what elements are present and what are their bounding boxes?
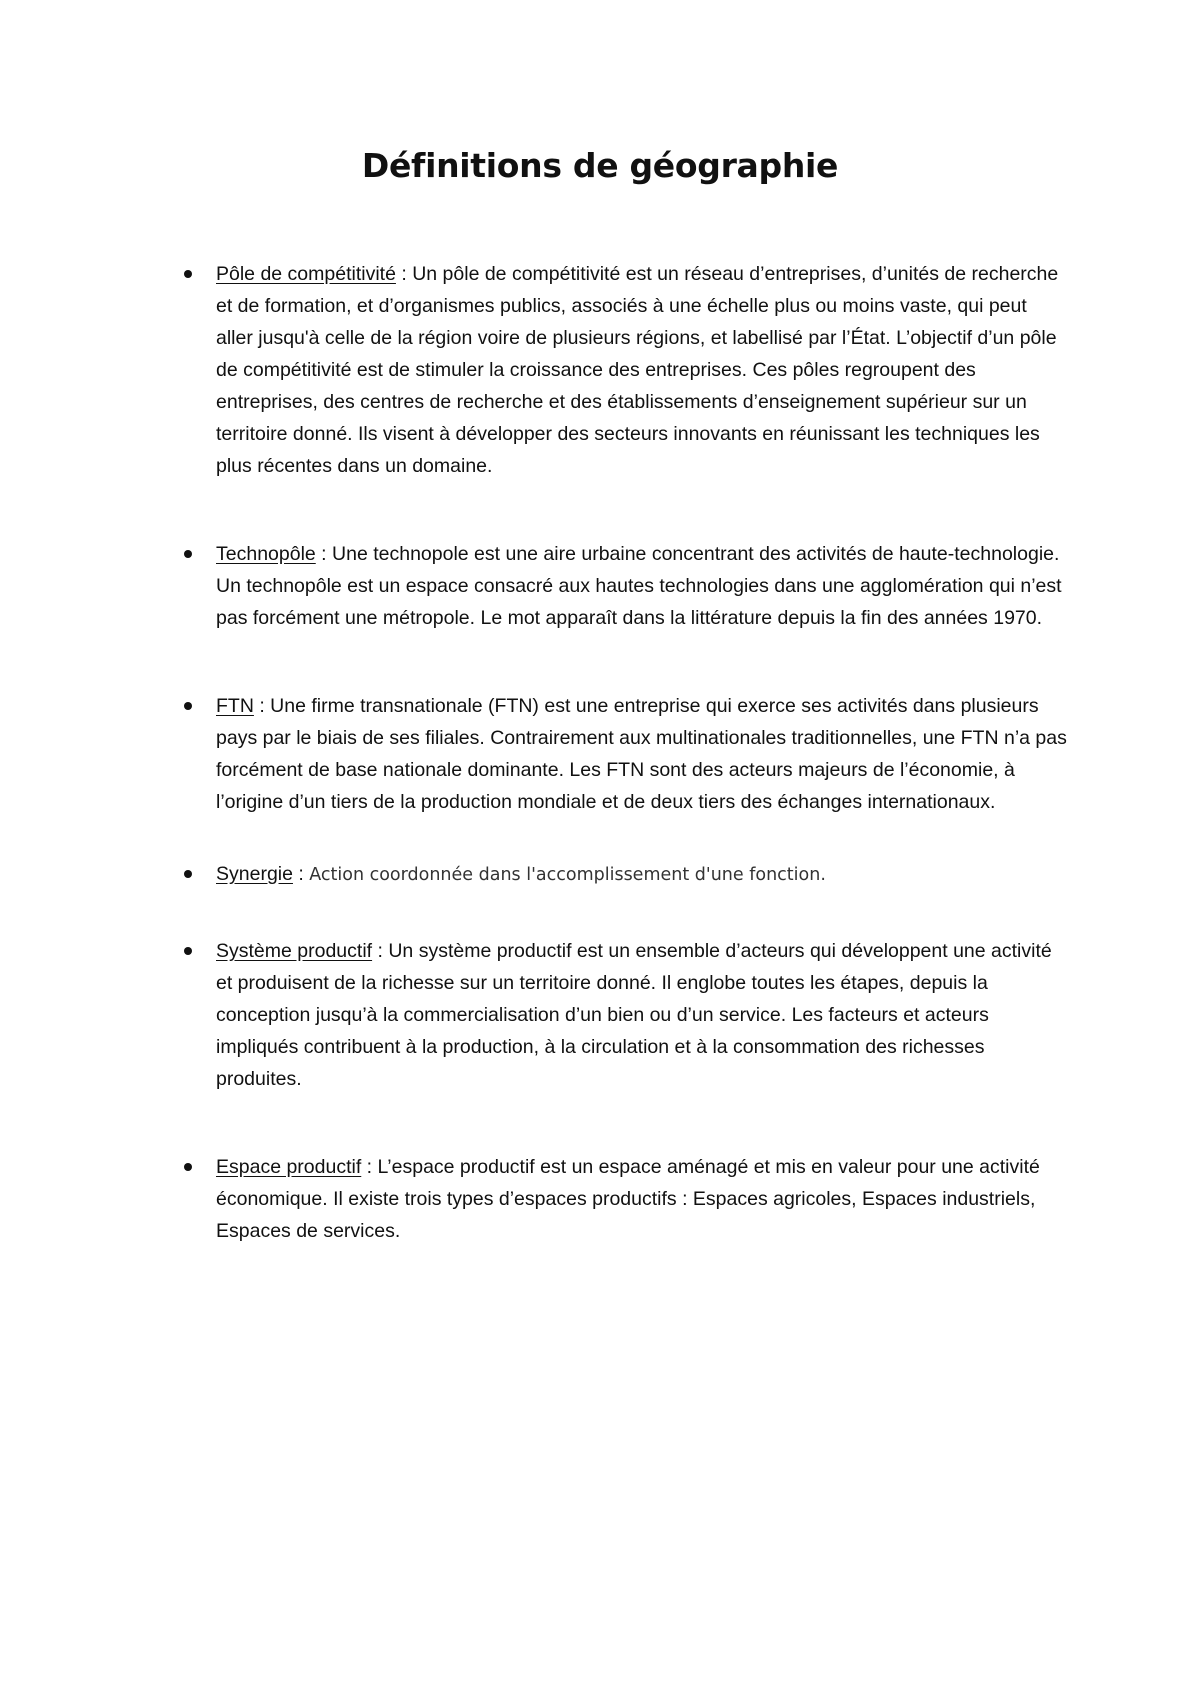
bullet-icon bbox=[184, 1163, 192, 1171]
definition-item-espace-productif bbox=[216, 1151, 1068, 1247]
definition-term: Système productif bbox=[216, 940, 373, 962]
definition-text: Action coordonnée dans l'accomplissement d'une fonction. bbox=[309, 865, 826, 885]
definition-separator: : bbox=[253, 695, 271, 717]
definition-text: Une technopole est une aire urbaine concentrant des activités de haute-technologie. Un technopôle est un espace consacré aux hautes technologies dans une agglomération qui n’est pas forcément une métropole. Le mot apparaît dans la littérature depuis la fin des années 1970. bbox=[216, 543, 1062, 629]
definition-separator: : bbox=[395, 263, 413, 285]
definition-text: L’espace productif est un espace aménagé et mis en valeur pour une activité économique. Il existe trois types d’espaces productifs : Espaces agricoles, Espaces industriels, Espaces de services. bbox=[216, 1156, 1040, 1242]
definition-item-systeme-productif bbox=[216, 935, 1068, 1095]
definition-separator: : bbox=[372, 940, 389, 962]
definition-term: Synergie bbox=[216, 863, 293, 885]
definition-term: Technopôle bbox=[216, 543, 316, 565]
definition-item-pole-de-competitivite bbox=[216, 258, 1068, 482]
definition-separator: : bbox=[361, 1156, 378, 1178]
definition-item-synergie bbox=[216, 858, 1068, 891]
definition-term: FTN bbox=[216, 695, 254, 717]
bullet-icon bbox=[184, 550, 192, 558]
definition-text: Un système productif est un ensemble d’acteurs qui développent une activité et produisent de la richesse sur un territoire donné. Il englobe toutes les étapes, depuis la conception jusqu’à la commercialisation d’un bien ou d’un service. Les facteurs et acteurs impliqués contribuent à la production, à la circulation et à la consommation des richesses produites. bbox=[216, 940, 1052, 1090]
definitions-list bbox=[216, 258, 1068, 1247]
definition-text: Une firme transnationale (FTN) est une entreprise qui exerce ses activités dans plusieurs pays par le biais de ses filiales. Contrairement aux multinationales traditionnelles, une FTN n’a pas forcément de base nationale dominante. Les FTN sont des acteurs majeurs de l’économie, à l’origine d’un tiers de la production mondiale et de deux tiers des échanges internationaux. bbox=[216, 695, 1067, 813]
definition-term: Espace productif bbox=[216, 1156, 362, 1178]
definition-item-ftn bbox=[216, 690, 1068, 818]
definition-separator: : bbox=[292, 863, 310, 885]
bullet-icon bbox=[184, 947, 192, 955]
definition-text: Un pôle de compétitivité est un réseau d’entreprises, d’unités de recherche et de formation, et d’organismes publics, associés à une échelle plus ou moins vaste, qui peut aller jusqu'à celle de la région voire de plusieurs régions, et labellisé par l’État. L’objectif d’un pôle de compétitivité est de stimuler la croissance des entreprises. Ces pôles regroupent des entreprises, des centres de recherche et des établissements d’enseignement supérieur sur un territoire donné. Ils visent à développer des secteurs innovants en réunissant les techniques les plus récentes dans un domaine. bbox=[216, 263, 1059, 477]
definition-item-technopole bbox=[216, 538, 1068, 634]
definition-separator: : bbox=[315, 543, 333, 565]
bullet-icon bbox=[184, 870, 192, 878]
definition-term: Pôle de compétitivité bbox=[216, 263, 396, 285]
document-title: Définitions de géographie bbox=[361, 146, 839, 185]
bullet-icon bbox=[184, 702, 192, 710]
bullet-icon bbox=[184, 270, 192, 278]
